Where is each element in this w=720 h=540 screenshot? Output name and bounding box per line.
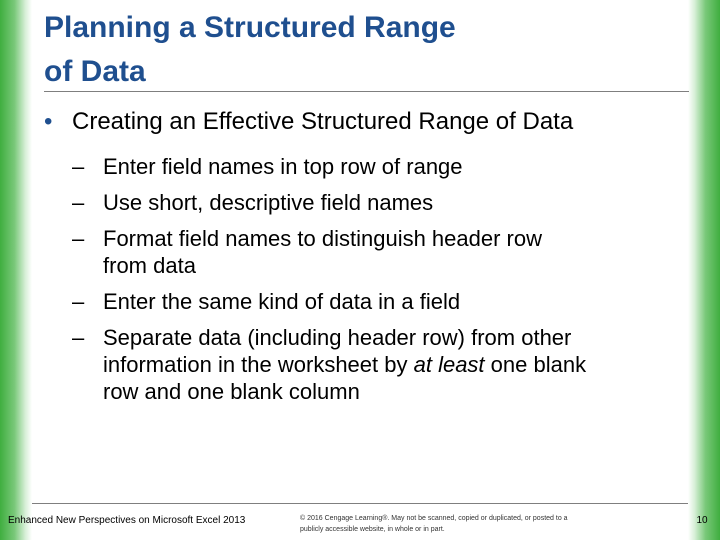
- sub-bullet-5-line-2-end: one blank: [484, 352, 587, 377]
- sub-bullet-5-line-1: Separate data (including header row) from other: [103, 325, 572, 350]
- footer-copyright: [300, 513, 660, 535]
- dash-marker: –: [72, 190, 85, 215]
- main-bullet-text: Creating an Effective Structured Range of Data: [72, 108, 574, 135]
- copyright-line-2: publicly accessible website, in whole or in part.: [300, 526, 445, 533]
- sub-bullet-5-line-2: [103, 351, 684, 378]
- sub-bullet-5: [72, 324, 684, 405]
- footer-divider: [32, 503, 688, 504]
- dash-marker: –: [72, 154, 85, 179]
- left-green-band: [0, 0, 32, 540]
- right-green-band: [688, 0, 720, 540]
- dash-marker: –: [72, 226, 85, 251]
- sub-bullet-1: [72, 153, 684, 180]
- sub-bullet-5-line-3: row and one blank column: [103, 379, 360, 404]
- sub-bullet-3-line-1: Format field names to distinguish header row: [103, 226, 542, 251]
- slide-title: [44, 6, 664, 94]
- title-line-1: Planning a Structured Range: [44, 11, 456, 44]
- sub-bullet-4-text: Enter the same kind of data in a field: [103, 289, 461, 314]
- title-line-2: of Data: [44, 55, 146, 88]
- page-number: 10: [696, 515, 708, 526]
- sub-bullet-3: [72, 225, 684, 279]
- sub-bullet-1-text: Enter field names in top row of range: [103, 154, 463, 179]
- dash-marker: –: [72, 325, 85, 350]
- sub-bullet-3-line-2: from data: [103, 253, 196, 278]
- sub-bullet-5-line-2-start: information in the worksheet by: [103, 352, 414, 377]
- bullet-marker: •: [44, 108, 53, 135]
- title-divider: [44, 91, 689, 92]
- sub-bullet-2-text: Use short, descriptive field names: [103, 190, 434, 215]
- slide-content: [44, 100, 684, 405]
- sub-bullet-4: [72, 288, 684, 315]
- footer-book-title: Enhanced New Perspectives on Microsoft Excel 2013: [8, 515, 246, 526]
- sub-bullet-2: [72, 189, 684, 216]
- main-bullet: [44, 100, 684, 144]
- copyright-line-1: © 2016 Cengage Learning®. May not be scanned, copied or duplicated, or posted to a: [300, 515, 568, 522]
- dash-marker: –: [72, 289, 85, 314]
- emphasis-at-least: at least: [413, 352, 485, 377]
